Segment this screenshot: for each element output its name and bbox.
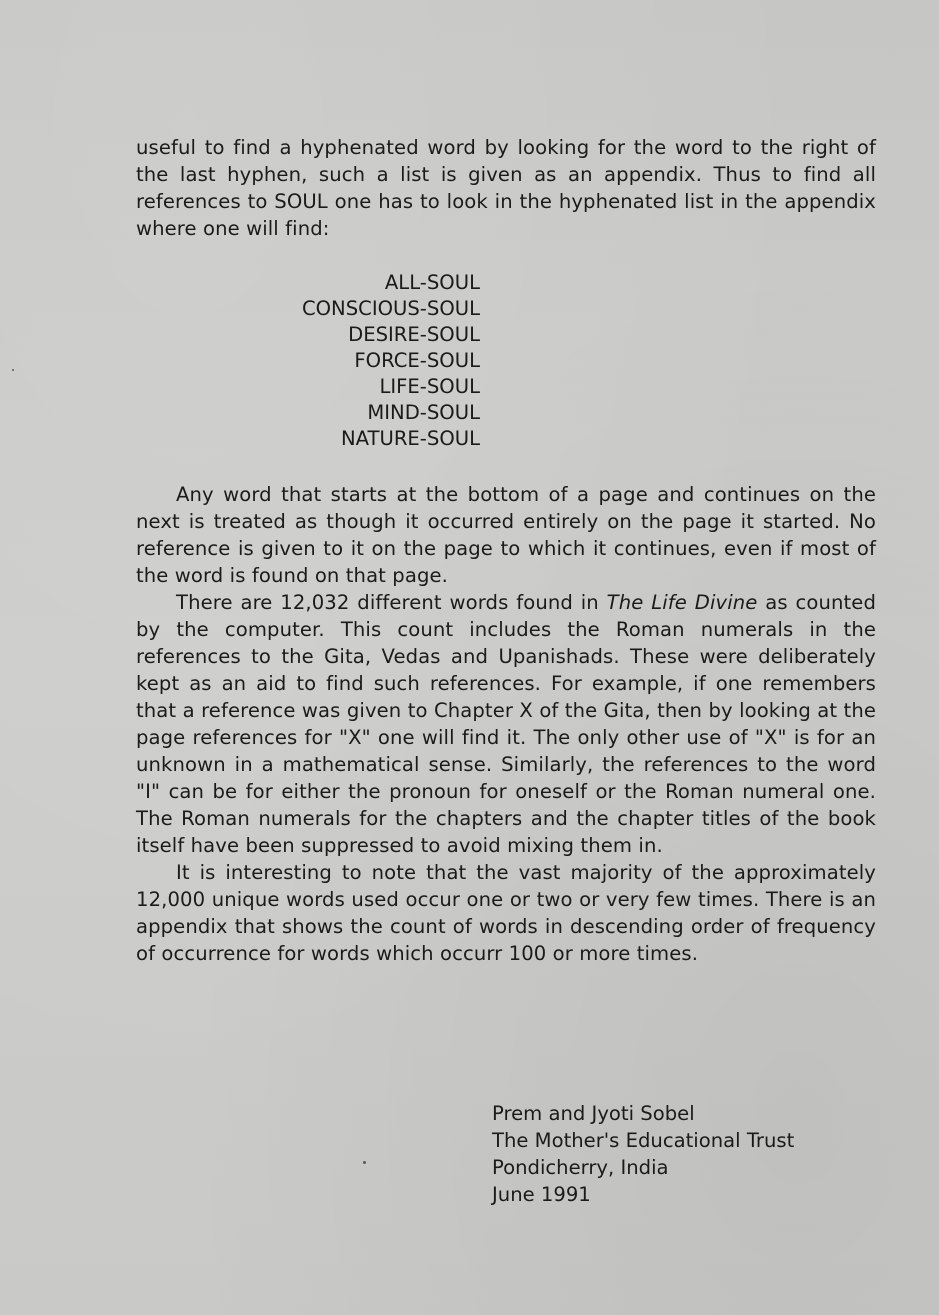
list-item: MIND-SOUL [367,401,480,424]
list-item: DESIRE-SOUL [348,323,480,346]
hyphenated-soul-list [200,270,480,452]
paper-speck [363,1161,366,1164]
paragraph-frequency-note: It is interesting to note that the vast majority of the approximately 12,000 unique words used occur one or two or very few times. There is an appendix that shows the count of words in descending order of frequency of occurrence for words which occurr 100 or more times. [136,861,876,965]
paper-speck [12,369,14,371]
intro-paragraph: useful to find a hyphenated word by looking for the word to the right of the last hyphen, such a list is given as an appendix. Thus to find all references to SOUL one has to look in the hyphenated list in the appendix where one will find: [136,136,876,240]
list-item: NATURE-SOUL [340,427,480,450]
signature-location: Pondicherry, India [492,1156,669,1179]
list-item: FORCE-SOUL [354,349,480,372]
paragraph-word-count [136,589,876,859]
signature-date: June 1991 [492,1183,591,1206]
paragraph-word-count-rest: as counted by the computer. This count includes the Roman numerals in the references to the Gita, Vedas and Upanishads. These were deliberately kept as an aid to find such references. For example, if one remembers that a reference was given to Chapter X of the Gita, then by looking at the page references for "X" one will find it. The only other use of "X" is for an unknown in a mathematical sense. Similarly, the references to the word "I" can be for either the pronoun for oneself or the Roman numeral one. The Roman numerals for the chapters and the chapter titles of the book itself have been suppressed to avoid mixing them in. [136,591,876,857]
list-item: ALL-SOUL [384,271,480,294]
list-item: LIFE-SOUL [379,375,480,398]
book-title: The Life Divine [606,591,758,614]
paragraph-word-count-intro: There are 12,032 different words found in [176,591,607,614]
list-item: CONSCIOUS-SOUL [301,297,480,320]
signature-authors: Prem and Jyoti Sobel [492,1102,695,1125]
signature-organization: The Mother's Educational Trust [492,1129,795,1152]
paragraph-page-boundary-words: Any word that starts at the bottom of a page and continues on the next is treated as though it occurred entirely on the page it started. No reference is given to it on the page to which it continues, even if most of the word is found on that page. [136,483,876,587]
signature-block [492,1100,794,1208]
body-text [136,481,876,967]
